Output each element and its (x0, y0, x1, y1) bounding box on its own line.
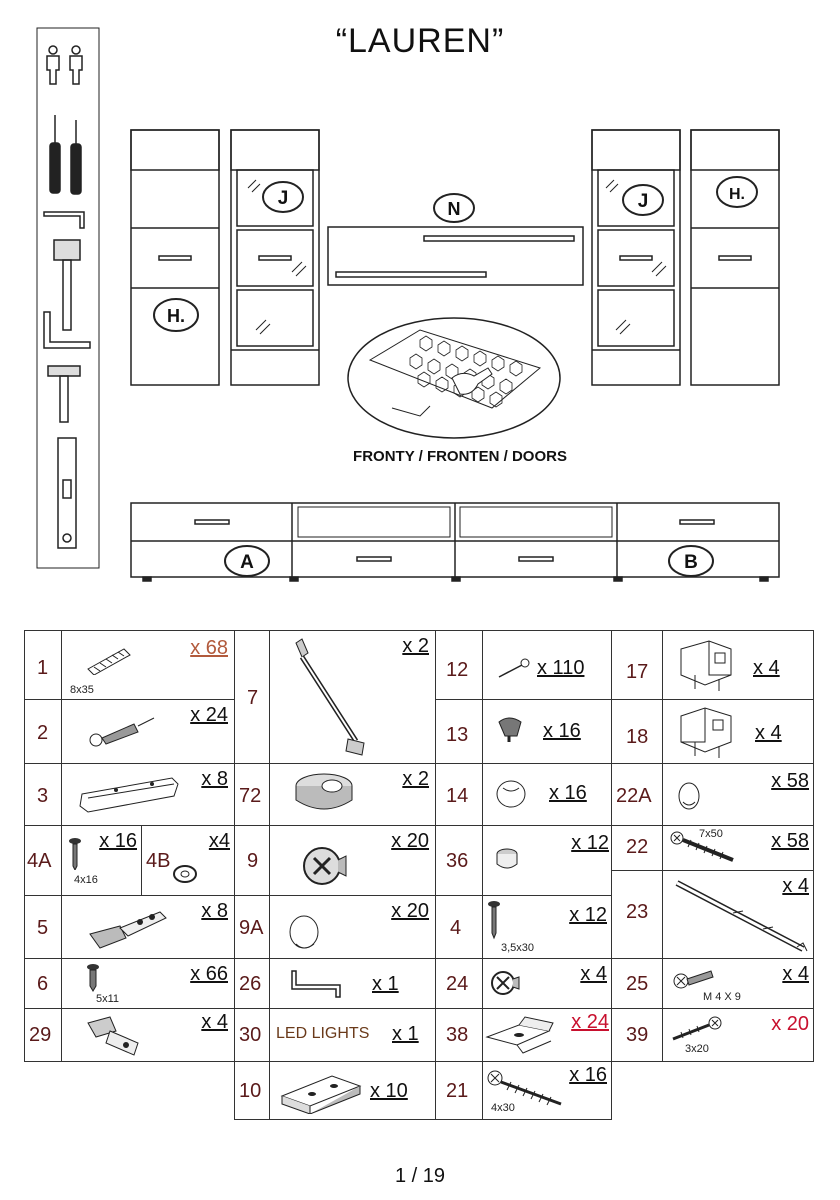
part-cell-id (435, 699, 483, 764)
shelf-support-pin-icon (495, 714, 529, 744)
part-cell (662, 630, 814, 700)
part-number: 4A (27, 850, 52, 872)
part-quantity: x 24 (190, 704, 228, 726)
part-cell-id (611, 699, 663, 764)
part-number: 18 (626, 726, 649, 748)
part-quantity: x 58 (771, 770, 809, 792)
part-cell-id (24, 895, 62, 959)
part-cell-id (611, 1008, 663, 1062)
part-number: 5 (37, 917, 49, 939)
lift-hinge-icon (82, 1013, 148, 1059)
part-size: 5x11 (96, 993, 120, 1005)
wood-screw-icon (485, 900, 503, 940)
cover-cap-icon (675, 780, 705, 812)
part-cell (662, 699, 814, 764)
part-number: 17 (626, 661, 649, 683)
part-cell (61, 763, 235, 826)
part-cell (482, 895, 612, 959)
hammer-icon (48, 366, 80, 422)
part-cell (482, 1008, 612, 1062)
part-size: 7x50 (699, 828, 723, 840)
part-number: 13 (446, 724, 469, 746)
part-number: 9A (239, 917, 264, 939)
mallet-icon (54, 240, 80, 330)
left-glass-cabinet (231, 130, 319, 385)
cabinet-hanger-right-icon (675, 702, 739, 762)
part-cell (61, 958, 235, 1009)
part-cell (61, 895, 235, 959)
label-a: A (240, 552, 254, 573)
part-quantity: x 4 (201, 1011, 228, 1033)
part-quantity: x 12 (571, 832, 609, 854)
part-quantity: x 8 (201, 768, 228, 790)
part-number: 10 (239, 1080, 262, 1102)
part-quantity: x4 (208, 830, 230, 852)
part-quantity: x 58 (771, 830, 809, 852)
label-j-right: J (637, 191, 649, 212)
part-number: 7 (247, 687, 259, 709)
part-cell (269, 1061, 436, 1120)
part-quantity: x 16 (549, 782, 587, 804)
part-cell (482, 825, 612, 896)
part-cell-id (234, 958, 270, 1009)
part-cell-id (611, 958, 663, 1009)
felt-pad-block-icon (278, 1070, 364, 1114)
part-cell (269, 630, 436, 764)
part-number: 24 (446, 973, 469, 995)
knob-icon (493, 778, 533, 812)
part-number: 26 (239, 973, 262, 995)
cam-lock-icon (298, 840, 350, 890)
part-quantity: x 1 (372, 973, 399, 995)
part-quantity: x 20 (391, 900, 429, 922)
connector-bolt-icon (88, 714, 158, 750)
part-number: 25 (626, 973, 649, 995)
document-title: “LAUREN” (335, 22, 505, 60)
part-quantity: x 1 (392, 1023, 419, 1045)
right-tall-cabinet (691, 130, 779, 385)
two-people-icon (47, 46, 82, 84)
part-quantity: x 110 (537, 657, 585, 679)
part-number: 36 (446, 850, 469, 872)
right-glass-cabinet (592, 130, 680, 385)
part-quantity: x 12 (569, 904, 607, 926)
part-number: 39 (626, 1024, 649, 1046)
cam-fitting-icon (489, 967, 523, 1001)
shelf-clip-icon (292, 770, 356, 822)
part-number: 30 (239, 1024, 262, 1046)
part-cell-id (24, 699, 62, 764)
part-cell-id (611, 825, 663, 871)
part-number: 22 (626, 836, 649, 858)
page-number: 1 / 19 (394, 1165, 446, 1187)
part-number: 14 (446, 785, 469, 807)
screwdrivers-icon (50, 115, 81, 194)
door-surface-detail (348, 318, 560, 438)
part-cell-id (435, 1008, 483, 1062)
part-quantity: x 66 (190, 963, 228, 985)
part-cell-id (435, 1061, 483, 1120)
part-cell (269, 895, 436, 959)
part-cell (482, 630, 612, 700)
part-number: 38 (446, 1024, 469, 1046)
part-cell-id (435, 825, 483, 896)
part-number: 4B (146, 850, 171, 872)
part-size: M 4 X 9 (703, 991, 741, 1003)
part-cell (61, 1008, 235, 1062)
short-screw-icon (66, 836, 84, 870)
part-number: 3 (37, 785, 49, 807)
label-h-left: H. (167, 306, 185, 326)
part-size: 3,5x30 (501, 942, 535, 954)
label-j-left: J (277, 188, 289, 209)
led-lights-label: LED LIGHTS (276, 1025, 370, 1042)
part-number: 23 (626, 901, 649, 923)
part-cell (662, 870, 814, 959)
part-quantity: x 16 (543, 720, 581, 742)
part-cell (141, 825, 235, 896)
cabinet-hanger-left-icon (675, 635, 739, 697)
part-cell-id (234, 895, 270, 959)
part-cell-id (24, 958, 62, 1009)
part-quantity: x 2 (402, 768, 429, 790)
part-cell (482, 1061, 612, 1120)
part-cell (662, 763, 814, 826)
wall-shelf (328, 227, 583, 285)
part-quantity: x 8 (201, 900, 228, 922)
part-quantity: x 4 (782, 875, 809, 897)
part-cell (61, 825, 142, 896)
handle-profile-icon (76, 772, 186, 820)
part-cell-id (234, 1061, 270, 1120)
part-cell-id (234, 763, 270, 826)
part-quantity: x 20 (391, 830, 429, 852)
stay-arm-icon (282, 635, 372, 761)
part-cell-id (435, 630, 483, 700)
part-quantity: x 10 (370, 1080, 408, 1102)
part-size: 4x16 (74, 874, 98, 886)
part-size: 3x20 (685, 1043, 709, 1055)
allen-key-part-icon (288, 967, 348, 999)
part-cell-id (24, 1008, 62, 1062)
part-cell (269, 763, 436, 826)
part-number: 22A (616, 785, 652, 807)
part-cell (269, 1008, 436, 1062)
part-number: 6 (37, 973, 49, 995)
cap-cover-icon (286, 908, 326, 952)
plastic-sleeve-icon (493, 846, 523, 874)
part-cell (61, 699, 235, 764)
part-size: 8x35 (70, 684, 94, 696)
part-cell-id (611, 630, 663, 700)
washer-icon (172, 864, 198, 884)
part-cell (482, 699, 612, 764)
part-number: 1 (37, 657, 49, 679)
part-number: 12 (446, 659, 469, 681)
part-cell-id (24, 763, 62, 826)
part-quantity: x 4 (753, 657, 780, 679)
part-number: 72 (239, 785, 262, 807)
part-cell (662, 825, 814, 871)
label-n: N (447, 199, 461, 219)
part-cell-id (234, 825, 270, 896)
hinge-icon (80, 904, 170, 954)
part-cell (662, 1008, 814, 1062)
part-quantity: x 2 (402, 635, 429, 657)
part-quantity: x 16 (99, 830, 137, 852)
part-cell-id (435, 958, 483, 1009)
part-cell-id (435, 895, 483, 959)
part-number: 29 (29, 1024, 52, 1046)
part-number: 21 (446, 1080, 469, 1102)
part-cell-id (24, 630, 62, 700)
part-cell-id (234, 1008, 270, 1062)
corner-bracket-icon (483, 1015, 557, 1059)
label-h-right: H. (729, 186, 745, 203)
thin-screw-icon (667, 1015, 727, 1043)
small-screw-icon (84, 962, 102, 992)
part-size: 4x30 (491, 1102, 515, 1114)
part-cell (482, 958, 612, 1009)
doors-caption: FRONTY / FRONTEN / DOORS (353, 448, 567, 465)
allen-key-icon (44, 212, 84, 228)
part-cell-id (24, 825, 62, 896)
tool-strip (37, 28, 99, 568)
part-quantity: x 4 (580, 963, 607, 985)
part-cell (662, 958, 814, 1009)
part-quantity: x 4 (755, 722, 782, 744)
part-cell (61, 630, 235, 700)
part-cell (269, 958, 436, 1009)
left-tall-cabinet (131, 130, 219, 385)
part-quantity: x 68 (190, 637, 228, 659)
part-quantity: x 20 (771, 1013, 809, 1035)
part-cell-id (234, 630, 270, 764)
label-b: B (684, 552, 698, 573)
part-quantity: x 16 (569, 1064, 607, 1086)
part-cell-id (435, 763, 483, 826)
nail-icon (495, 657, 535, 681)
part-quantity: x 24 (571, 1011, 609, 1033)
part-cell (269, 825, 436, 896)
part-quantity: x 4 (782, 963, 809, 985)
wood-dowel-icon (84, 645, 134, 675)
part-number: 4 (450, 917, 462, 939)
part-cell-id (611, 763, 663, 826)
part-number: 9 (247, 850, 259, 872)
part-number: 2 (37, 722, 49, 744)
part-cell-id (611, 870, 663, 959)
part-cell (482, 763, 612, 826)
